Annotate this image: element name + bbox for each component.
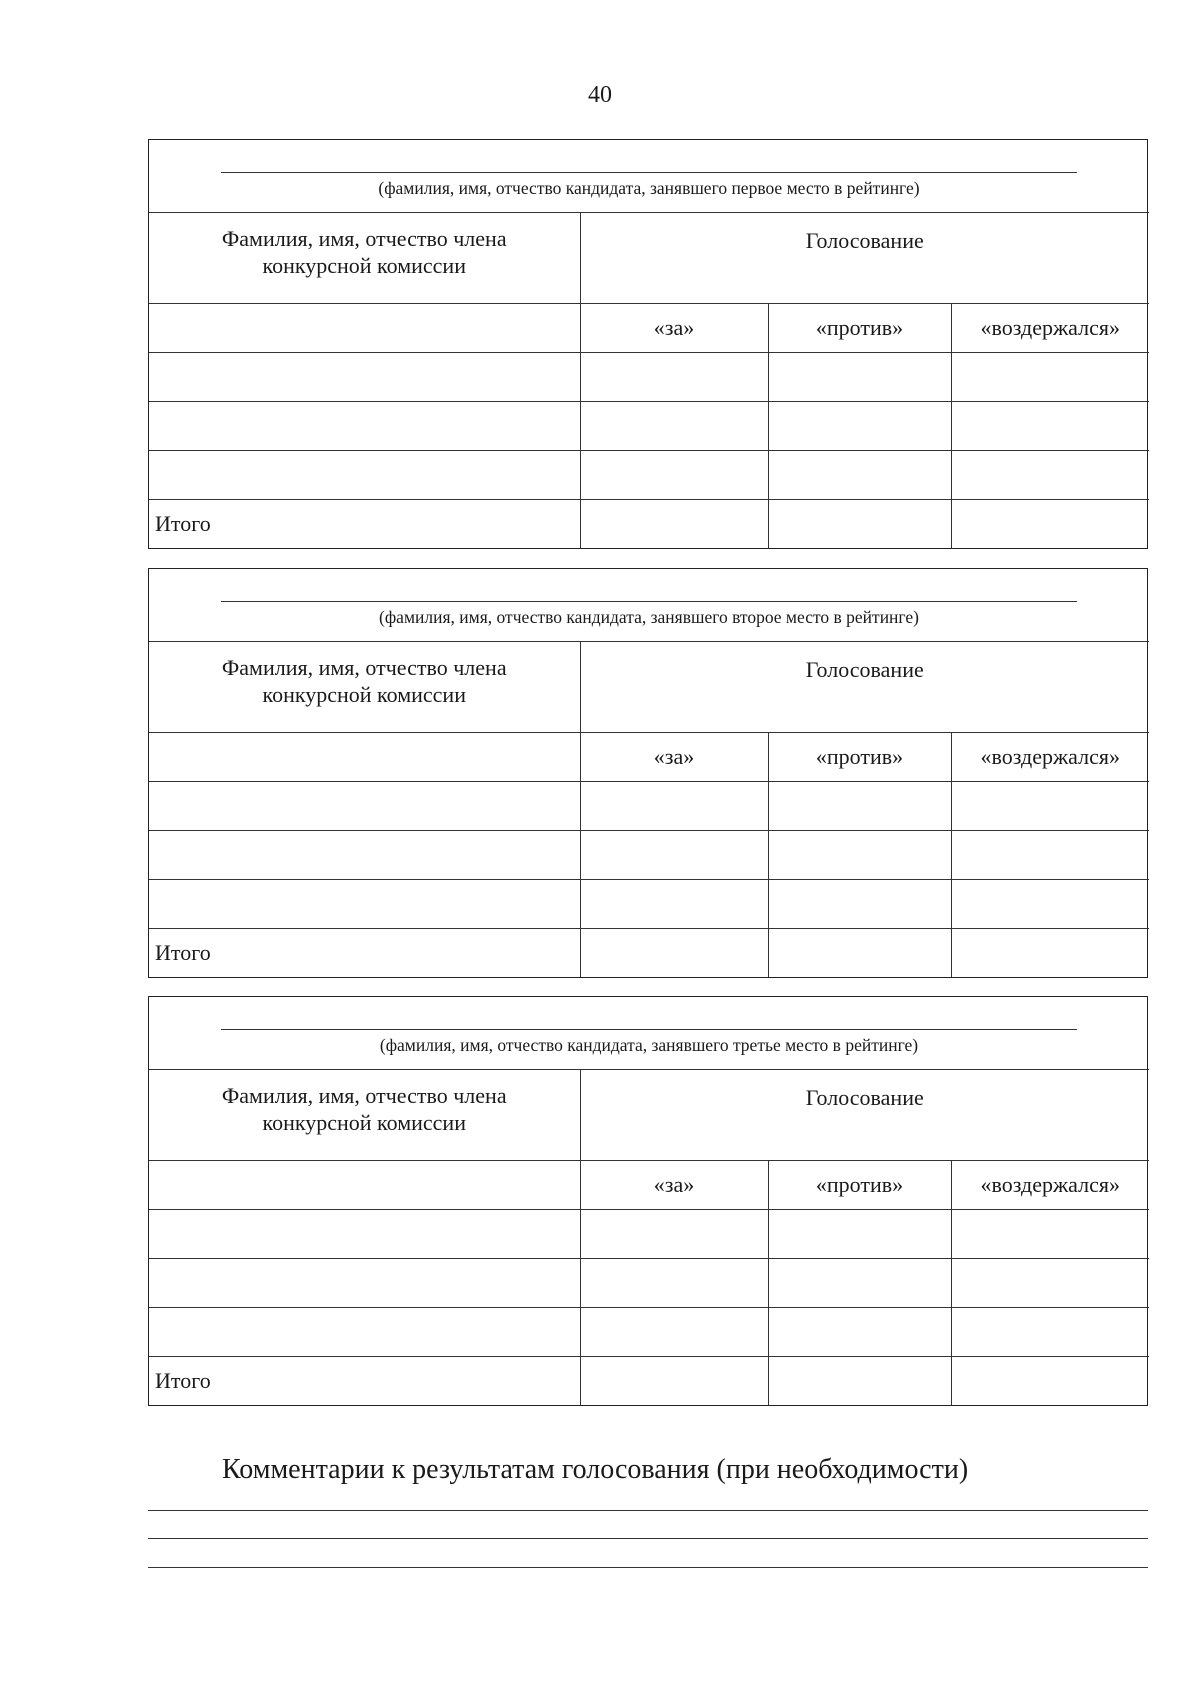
member-row — [149, 1308, 1149, 1357]
comments-title: Комментарии к результатам голосования (при необходимости) — [222, 1454, 969, 1485]
vote-abstain-cell[interactable] — [951, 451, 1149, 500]
option-for: «за» — [580, 304, 768, 353]
vote-against-cell[interactable] — [768, 402, 951, 451]
comment-line[interactable] — [148, 1510, 1148, 1511]
candidate-caption: (фамилия, имя, отчество кандидата, занявшего первое место в рейтинге) — [378, 178, 920, 198]
member-name-cell[interactable] — [149, 782, 580, 831]
member-name-cell[interactable] — [149, 831, 580, 880]
vote-against-cell[interactable] — [768, 1308, 951, 1357]
total-row — [149, 929, 1149, 978]
total-label: Итого — [149, 929, 580, 978]
comment-line[interactable] — [148, 1538, 1148, 1539]
vote-table-1 — [148, 139, 1148, 549]
member-row — [149, 1210, 1149, 1259]
candidate-name-line[interactable] — [221, 172, 1077, 173]
vote-against-cell[interactable] — [768, 1210, 951, 1259]
vote-against-cell[interactable] — [768, 831, 951, 880]
member-header: Фамилия, имя, отчество члена конкурсной комиссии — [149, 213, 580, 304]
member-name-cell[interactable] — [149, 1210, 580, 1259]
member-blank-cell[interactable] — [149, 1161, 580, 1210]
total-abstain-cell[interactable] — [951, 500, 1149, 549]
member-name-cell[interactable] — [149, 1308, 580, 1357]
vote-for-cell[interactable] — [580, 451, 768, 500]
total-against-cell[interactable] — [768, 929, 951, 978]
candidate-caption: (фамилия, имя, отчество кандидата, занявшего третье место в рейтинге) — [379, 1035, 919, 1055]
member-row — [149, 782, 1149, 831]
vote-for-cell[interactable] — [580, 831, 768, 880]
total-abstain-cell[interactable] — [951, 929, 1149, 978]
member-row — [149, 353, 1149, 402]
vote-abstain-cell[interactable] — [951, 1210, 1149, 1259]
vote-against-cell[interactable] — [768, 782, 951, 831]
member-row — [149, 880, 1149, 929]
vote-for-cell[interactable] — [580, 1259, 768, 1308]
vote-abstain-cell[interactable] — [951, 880, 1149, 929]
vote-against-cell[interactable] — [768, 1259, 951, 1308]
vote-against-cell[interactable] — [768, 353, 951, 402]
vote-abstain-cell[interactable] — [951, 782, 1149, 831]
member-row — [149, 451, 1149, 500]
member-name-cell[interactable] — [149, 451, 580, 500]
vote-against-cell[interactable] — [768, 451, 951, 500]
candidate-caption-cell[interactable] — [149, 140, 1149, 213]
vote-abstain-cell[interactable] — [951, 402, 1149, 451]
member-row — [149, 831, 1149, 880]
page-number: 40 — [588, 82, 612, 108]
option-abstain: «воздержался» — [951, 733, 1149, 782]
total-row — [149, 500, 1149, 549]
member-blank-cell[interactable] — [149, 733, 580, 782]
vote-for-cell[interactable] — [580, 782, 768, 831]
vote-for-cell[interactable] — [580, 1308, 768, 1357]
total-for-cell[interactable] — [580, 1357, 768, 1406]
option-for: «за» — [580, 733, 768, 782]
vote-for-cell[interactable] — [580, 1210, 768, 1259]
vote-against-cell[interactable] — [768, 880, 951, 929]
voting-header: Голосование — [580, 642, 1149, 733]
comment-line[interactable] — [148, 1567, 1148, 1568]
total-row — [149, 1357, 1149, 1406]
vote-for-cell[interactable] — [580, 402, 768, 451]
total-abstain-cell[interactable] — [951, 1357, 1149, 1406]
member-header: Фамилия, имя, отчество члена конкурсной комиссии — [149, 642, 580, 733]
member-header: Фамилия, имя, отчество члена конкурсной комиссии — [149, 1070, 580, 1161]
member-name-cell[interactable] — [149, 1259, 580, 1308]
member-name-cell[interactable] — [149, 402, 580, 451]
option-abstain: «воздержался» — [951, 304, 1149, 353]
vote-for-cell[interactable] — [580, 353, 768, 402]
vote-table-2 — [148, 568, 1148, 978]
total-for-cell[interactable] — [580, 929, 768, 978]
total-for-cell[interactable] — [580, 500, 768, 549]
option-against: «против» — [768, 304, 951, 353]
member-row — [149, 402, 1149, 451]
member-name-cell[interactable] — [149, 353, 580, 402]
voting-header: Голосование — [580, 213, 1149, 304]
member-name-cell[interactable] — [149, 880, 580, 929]
total-label: Итого — [149, 500, 580, 549]
candidate-name-line[interactable] — [221, 1029, 1077, 1030]
total-against-cell[interactable] — [768, 500, 951, 549]
vote-table-3 — [148, 996, 1148, 1406]
member-row — [149, 1259, 1149, 1308]
candidate-caption-cell[interactable] — [149, 997, 1149, 1070]
vote-for-cell[interactable] — [580, 880, 768, 929]
total-against-cell[interactable] — [768, 1357, 951, 1406]
candidate-caption: (фамилия, имя, отчество кандидата, занявшего второе место в рейтинге) — [379, 607, 919, 627]
voting-header: Голосование — [580, 1070, 1149, 1161]
total-label: Итого — [149, 1357, 580, 1406]
option-against: «против» — [768, 733, 951, 782]
option-against: «против» — [768, 1161, 951, 1210]
vote-abstain-cell[interactable] — [951, 1308, 1149, 1357]
option-for: «за» — [580, 1161, 768, 1210]
member-blank-cell[interactable] — [149, 304, 580, 353]
candidate-name-line[interactable] — [221, 601, 1077, 602]
candidate-caption-cell[interactable] — [149, 569, 1149, 642]
vote-abstain-cell[interactable] — [951, 353, 1149, 402]
option-abstain: «воздержался» — [951, 1161, 1149, 1210]
vote-abstain-cell[interactable] — [951, 831, 1149, 880]
vote-abstain-cell[interactable] — [951, 1259, 1149, 1308]
